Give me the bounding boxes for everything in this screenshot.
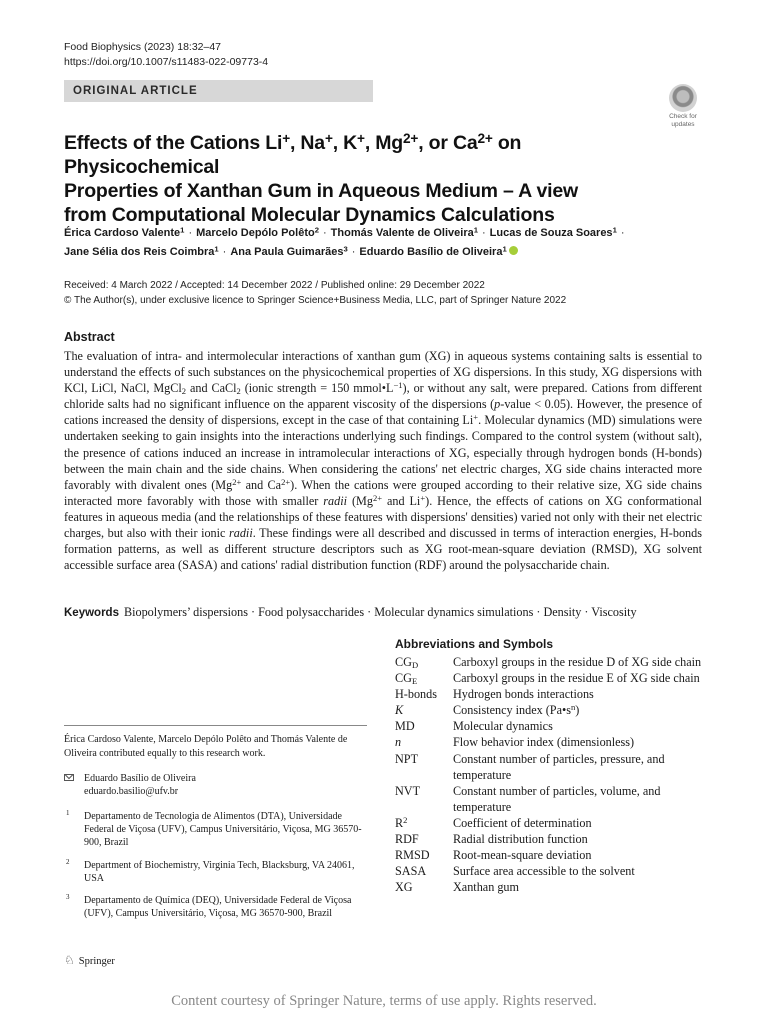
- abbr-row: [395, 686, 715, 702]
- abbr-term: H-bonds: [395, 687, 437, 702]
- author-affiliation: 1: [473, 225, 478, 235]
- affiliation-number: 2: [66, 857, 70, 866]
- abbr-term: n: [395, 735, 402, 750]
- abbr-term: K: [395, 703, 404, 718]
- author-name[interactable]: Eduardo Basílio de Oliveira: [359, 246, 503, 258]
- contribution-note: Érica Cardoso Valente, Marcelo Depólo Polêto and Thomás Valente de Oliveira contributed equally to this research work.: [64, 734, 348, 759]
- author-list: [64, 224, 684, 262]
- author-line-2: [64, 243, 684, 262]
- check-updates-icon: [669, 84, 697, 112]
- author-name[interactable]: Érica Cardoso Valente: [64, 227, 181, 239]
- abbr-definition: Carboxyl groups in the residue E of XG side chain: [453, 671, 700, 686]
- abstract-heading: Abstract: [64, 330, 115, 344]
- abbr-definition: Consistency index $(Pa•s^n)$: [453, 702, 580, 718]
- abbr-row: [395, 751, 715, 783]
- abbr-definition: Carboxyl groups in the residue D of XG side chain: [453, 655, 702, 669]
- keywords-line: [64, 604, 704, 621]
- abbr-definition: Constant number of particles, volume, and temperature: [453, 783, 661, 814]
- abbr-row: [395, 670, 715, 686]
- abbr-definition: Xanthan gum: [453, 880, 520, 895]
- publisher-logo: [64, 953, 115, 968]
- abbr-row: [395, 879, 715, 895]
- abbr-definition: Molecular dynamics: [453, 719, 553, 734]
- journal-citation: Food Biophysics (2023) 18:32–47: [64, 41, 222, 53]
- courtesy-watermark: Content courtesy of Springer Nature, terms of use apply. Rights reserved.: [171, 993, 597, 1009]
- abbr-term: NVT: [395, 783, 421, 798]
- author-separator: ·: [222, 246, 227, 258]
- abbr-term: RDF: [395, 832, 419, 847]
- abstract-body: The evaluation of intra- and intermolecular interactions of xanthan gum (XG) in aqueous systems containing salts is essential to understand the effects of such substances on the physicochemical properties of XG dispersions. In this study, XG dispersions with KCl, LiCl, NaCl, MgCl$_2$ and CaCl$_2$ (ionic strength = 150 $mmol•L^{-1}$), or without any salt, were prepared. Cations from different chloride salts had no significant influence on the apparent viscosity of the dispersions (p-value < 0.05). However, the presence of cations increased the density of dispersions, except in the case of that containing Li+. Molecular dynamics (MD) simulations were undertaken seeking to gain insights into the interactions underlying such findings. Compared to the control system (without salt), the presence of cations induced an increase in intramolecular interactions of XG, especially through hydrogen bonds (H-bonds) between the main chain and the side chains. When considering the cations' net electric charges, XG side chains interacted more favorably with divalent ones ($Mg^{2+}$ and $Ca^{2+}$). When the cations were grouped according to their relative size, XG side chains interacted more favorably with those with smaller radii ($Mg^{2+}$ and Li+). Hence, the effects of cations on XG conformational features in aqueous media (and the relationships of these features with dispersions' densities) varied not only with their net electric charges, but also with their ionic radii. These findings were all described and discussed in terms of interaction energies, H-bonds formation patterns, as well as different structure descriptors such as XG root-mean-square deviation (RMSD), XG solvent accessible surface area (SASA) and cations' radial distribution function (RDF) around the polysaccharide chain.: [64, 349, 703, 573]
- author-affiliation: 1: [612, 225, 617, 235]
- check-updates-line1: Check for: [669, 113, 697, 120]
- author-line-1: [64, 224, 684, 243]
- article-history: Received: 4 March 2022 / Accepted: 14 December 2022 / Published online: 29 December 2022: [64, 280, 485, 291]
- author-name[interactable]: Jane Sélia dos Reis Coimbra: [64, 246, 215, 258]
- contact-name: Eduardo Basílio de Oliveira: [84, 773, 196, 784]
- affiliation-item: [64, 810, 364, 850]
- footnote-divider: [64, 725, 367, 726]
- affiliation-text: Departamento de Química (DEQ), Universidade Federal de Viçosa (UFV), Campus Universitário, Viçosa, MG 36570-900, Brazil: [84, 895, 352, 920]
- author-separator: ·: [482, 227, 486, 239]
- publisher-name: Springer: [78, 956, 115, 967]
- author-name[interactable]: Ana Paula Guimarães: [230, 246, 344, 258]
- abbr-definition: Root-mean-square deviation: [453, 848, 592, 863]
- author-separator: ·: [620, 227, 625, 239]
- abbr-row: [395, 718, 715, 734]
- abbr-definition: Coefficient of determination: [453, 815, 592, 830]
- abbr-row: [395, 654, 715, 670]
- author-name[interactable]: Marcelo Depólo Polêto: [196, 227, 315, 239]
- check-for-updates-badge[interactable]: [661, 84, 705, 128]
- abbr-term: SASA: [395, 864, 427, 879]
- abbr-row: [395, 831, 715, 847]
- affiliation-number: 1: [66, 809, 70, 817]
- abbr-definition: Constant number of particles, pressure, and temperature: [453, 751, 665, 782]
- author-name[interactable]: Lucas de Souza Soares: [489, 227, 613, 239]
- abbr-definition: Flow behavior index (dimensionless): [453, 735, 635, 750]
- journal-header: [64, 40, 268, 70]
- abbr-term: $CG_E$: [395, 671, 418, 687]
- affiliation-number: 3: [66, 893, 70, 902]
- abbr-term: $R^2$: [395, 815, 408, 830]
- abbr-term: $CG_D$: [395, 655, 419, 671]
- abbreviations-list: [395, 654, 715, 895]
- abbr-definition: Hydrogen bonds interactions: [453, 687, 594, 702]
- keywords-text: Biopolymers’ dispersions · Food polysaccharides · Molecular dynamics simulations · Density · Viscosity: [123, 605, 637, 619]
- abbr-row: [395, 847, 715, 863]
- affiliation-item: [64, 859, 364, 885]
- author-affiliation: 1: [214, 244, 219, 254]
- article-title: Effects of the Cations Li+, Na+, K+, $Mg^{2+}$, or $Ca^{2+}$ on Physicochemical Properties of Xanthan Gum in Aqueous Medium – A view from Computational Molecular Dynamics Calculations: [64, 130, 579, 226]
- abbr-term: RMSD: [395, 848, 430, 863]
- corresponding-author: [64, 772, 364, 798]
- springer-horse-icon: ♘: [64, 953, 75, 967]
- contact-email[interactable]: eduardo.basilio@ufv.br: [84, 786, 179, 797]
- affiliation-text: Department of Biochemistry, Virginia Tech, Blacksburg, VA 24061, USA: [84, 859, 355, 884]
- article-type-banner: ORIGINAL ARTICLE: [64, 80, 373, 102]
- abbr-term: XG: [395, 880, 413, 895]
- author-affiliation: 1: [180, 225, 185, 235]
- abbreviations-heading: Abbreviations and Symbols: [395, 637, 554, 651]
- abbr-term: MD: [395, 719, 415, 734]
- envelope-icon: [64, 774, 74, 781]
- copyright-line: © The Author(s), under exclusive licence to Springer Science+Business Media, LLC, part of Springer Nature 2022: [64, 294, 567, 306]
- abbr-definition: Surface area accessible to the solvent: [453, 864, 635, 879]
- abbr-term: NPT: [395, 751, 419, 766]
- affiliation-item: [64, 894, 364, 920]
- author-separator: ·: [351, 246, 356, 258]
- abbr-row: [395, 863, 715, 879]
- abbr-row: [395, 815, 715, 831]
- affiliation-text: Departamento de Tecnologia de Alimentos (DTA), Universidade Federal de Viçosa (UFV), Campus Universitário, Viçosa, MG 36570-900, Brazil: [84, 811, 362, 849]
- affiliations-list: [64, 810, 364, 929]
- doi-link[interactable]: https://doi.org/10.1007/s11483-022-09773-4: [64, 56, 269, 68]
- abbr-row: [395, 783, 715, 815]
- author-affiliation: 1: [502, 244, 507, 254]
- author-affiliation: 2: [314, 225, 319, 235]
- author-separator: ·: [188, 227, 193, 239]
- author-separator: ·: [322, 227, 327, 239]
- author-name[interactable]: Thomás Valente de Oliveira: [330, 227, 474, 239]
- publication-dates: [64, 279, 704, 308]
- abbr-definition: Radial distribution function: [453, 832, 588, 847]
- abbr-row: [395, 702, 715, 718]
- check-updates-line2: updates: [671, 121, 695, 128]
- orcid-icon[interactable]: [509, 246, 518, 255]
- author-affiliation: 3: [343, 244, 348, 254]
- abbr-row: [395, 734, 715, 750]
- keywords-label: Keywords: [64, 607, 119, 619]
